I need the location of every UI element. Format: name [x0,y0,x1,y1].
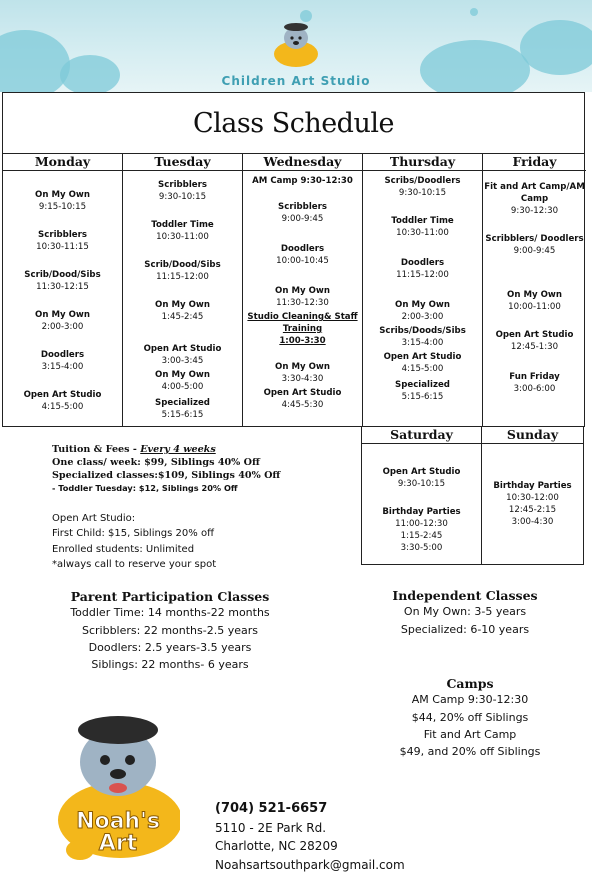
svg-text:Noah's: Noah's [76,809,160,834]
class-entry [483,371,586,395]
day-column-saturday [362,444,482,564]
class-name: Specialized [155,398,210,408]
class-entry [243,243,362,267]
class-name: On My Own [155,300,210,310]
class-entry [243,387,362,411]
class-name: Studio Cleaning& Staff Training [247,312,358,334]
day-column-wednesday [243,171,363,426]
class-entry [483,233,586,257]
class-name: Scribblers [38,230,87,240]
class-name: On My Own [35,310,90,320]
tuition-period: Every 4 weeks [140,444,216,455]
class-time: 10:30-12:00 [506,493,559,503]
class-time: 4:15-5:00 [401,364,444,374]
class-name: Doodlers [280,244,325,254]
class-schedule-table [2,92,585,427]
class-time: 4:15-5:00 [41,402,84,412]
class-entry [363,325,482,349]
day-column-monday [3,171,123,426]
class-entry [243,361,362,385]
class-entry [363,299,482,323]
parent-class-line: Scribblers: 22 months-2.5 years [81,624,258,637]
class-time: 10:00-10:45 [276,256,329,266]
class-entry [123,179,242,203]
class-entry [363,175,482,199]
paint-splash [520,20,592,75]
class-entry [363,379,482,403]
class-name: Open Art Studio [495,330,574,340]
parent-classes-title: Parent Participation Classes [70,589,270,604]
open-studio-line: Enrolled students: Unlimited [52,543,195,555]
independent-classes-title: Independent Classes [392,588,538,603]
class-entry [362,506,481,554]
class-time: 3:00-4:30 [511,517,554,527]
class-time: 9:30-10:15 [398,188,447,198]
class-entry [3,229,122,253]
class-entry [3,349,122,373]
open-studio-line: *always call to reserve your spot [52,558,217,570]
class-time: 9:30-12:30 [510,206,559,216]
class-name: On My Own [275,286,330,296]
class-entry [363,215,482,239]
class-entry [482,480,583,528]
class-time: 10:30-11:15 [36,242,89,252]
class-name: Scrib/Dood/Sibs [144,260,221,270]
day-column-friday [483,171,586,426]
paint-dot [470,8,478,16]
class-entry [243,285,362,309]
class-time: 11:15-12:00 [156,272,209,282]
tuition-fees [52,443,280,495]
class-entry [362,466,481,490]
class-time: 9:30-10:15 [397,479,446,489]
camp-line: AM Camp 9:30-12:30 [411,693,529,706]
noahs-art-logo-icon [50,700,180,865]
open-studio-line: First Child: $15, Siblings 20% off [52,528,214,540]
camps-title: Camps [446,676,494,691]
open-studio-title: Open Art Studio: [52,513,136,524]
class-entry [363,351,482,375]
tuition-label: Tuition & Fees - [52,444,141,455]
class-name: Birthday Parties [493,481,572,491]
class-name: Toddler Time [151,220,214,230]
class-name: AM Camp 9:30-12:30 [252,176,353,186]
parent-class-line: Doodlers: 2.5 years-3.5 years [88,641,252,654]
class-entry [3,389,122,413]
class-name: Doodlers [40,350,85,360]
camp-line: $49, and 20% off Siblings [399,745,541,758]
day-column-thursday [363,171,483,426]
class-name: On My Own [35,190,90,200]
class-time: 1:15-2:45 [400,531,443,541]
class-name: On My Own [507,290,562,300]
camp-line: $44, 20% off Siblings [411,711,529,724]
class-time: 3:00-3:45 [161,356,204,366]
class-entry [483,181,586,217]
day-header-friday: Friday [483,154,586,171]
class-time: 5:15-6:15 [161,410,204,420]
day-column-tuesday [123,171,243,426]
parent-class-line: Toddler Time: 14 months-22 months [70,606,270,619]
class-name: Open Art Studio [143,344,222,354]
svg-text:Art: Art [98,831,138,856]
class-name: Open Art Studio [263,388,342,398]
class-time: 10:30-11:00 [156,232,209,242]
class-entry [483,329,586,353]
class-time: 3:15-4:00 [401,338,444,348]
day-header-thursday: Thursday [363,154,483,171]
class-entry [123,397,242,421]
class-time: 9:00-9:45 [513,246,556,256]
class-time: 9:00-9:45 [281,214,324,224]
independent-class-line: Specialized: 6-10 years [400,623,530,636]
class-time: 10:30-11:00 [396,228,449,238]
class-time: 3:30-5:00 [400,543,443,553]
camp-line: Fit and Art Camp [423,728,517,741]
class-time: 9:30-10:15 [158,192,207,202]
class-entry [3,309,122,333]
class-name: Scribblers [158,180,207,190]
class-name: On My Own [155,370,210,380]
class-name: Scribblers/ Doodlers [485,234,584,244]
class-name: Fun Friday [509,372,560,382]
class-time: 11:00-12:30 [395,519,448,529]
class-entry [3,269,122,293]
class-entry [123,369,242,393]
independent-class-line: On My Own: 3-5 years [403,605,527,618]
day-header-monday: Monday [3,154,123,171]
class-time: 2:00-3:00 [401,312,444,322]
class-name: Specialized [395,380,450,390]
schedule-title-row [3,93,584,154]
class-name: Scribs/Doodlers [384,176,461,186]
class-time: 5:15-6:15 [401,392,444,402]
fee-specialized: Specialized classes:$109, Siblings 40% Off [52,470,281,481]
class-entry [243,175,362,187]
class-name: On My Own [395,300,450,310]
class-time: 11:15-12:00 [396,270,449,280]
class-time: 3:00-6:00 [513,384,556,394]
class-time: 10:00-11:00 [508,302,561,312]
address-line: Charlotte, NC 28209 [215,839,338,853]
class-time: 11:30-12:15 [36,282,89,292]
address-line: 5110 - 2E Park Rd. [215,820,327,835]
fee-one-class: One class/ week: $99, Siblings 40% Off [52,457,260,468]
dog-logo-icon [266,18,326,70]
email-link[interactable]: Noahsartsouthpark@gmail.com [215,857,405,872]
class-time: 4:45-5:30 [281,400,324,410]
phone-number[interactable]: (704) 521-6657 [215,801,328,816]
class-entry [363,257,482,281]
day-column-sunday [482,444,583,564]
class-time: 1:00-3:30 [279,336,326,346]
day-header-wednesday: Wednesday [243,154,363,171]
class-time: 3:15-4:00 [41,362,84,372]
class-name: Toddler Time [391,216,454,226]
class-time: 12:45-2:15 [508,505,557,515]
class-name: Open Art Studio [382,467,461,477]
class-name: On My Own [275,362,330,372]
class-time: 2:00-3:00 [41,322,84,332]
header-banner [0,0,592,92]
class-name: Birthday Parties [382,507,461,517]
class-name: Open Art Studio [383,352,462,362]
class-name: Fit and Art Camp/AM Camp [484,182,585,204]
class-entry [123,343,242,367]
day-header-saturday: Saturday [362,427,482,444]
brand-name: Children Art Studio [221,74,371,88]
class-name: Scribs/Doods/Sibs [379,326,466,336]
class-name: Open Art Studio [23,390,102,400]
fee-toddler: - Toddler Tuesday: $12, Siblings 20% Off [52,483,238,493]
class-time: 9:15-10:15 [38,202,87,212]
class-time: 1:45-2:45 [161,312,204,322]
schedule-title: Class Schedule [193,107,394,139]
class-time: 11:30-12:30 [276,298,329,308]
tuition-heading [52,443,280,456]
class-entry [243,201,362,225]
class-time: 4:00-5:00 [161,382,204,392]
day-header-tuesday: Tuesday [123,154,243,171]
class-time: 3:30-4:30 [281,374,324,384]
class-entry [123,299,242,323]
class-name: Scrib/Dood/Sibs [24,270,101,280]
class-entry [123,219,242,243]
open-art-studio-fees [52,511,216,572]
class-entry [123,259,242,283]
class-entry [483,289,586,313]
class-entry [243,311,362,347]
class-time: 12:45-1:30 [510,342,559,352]
class-entry [3,189,122,213]
class-name: Scribblers [278,202,327,212]
parent-class-line: Siblings: 22 months- 6 years [91,658,249,671]
class-name: Doodlers [400,258,445,268]
contact-info [215,800,405,874]
day-header-sunday: Sunday [482,427,583,444]
weekend-schedule [361,427,584,565]
